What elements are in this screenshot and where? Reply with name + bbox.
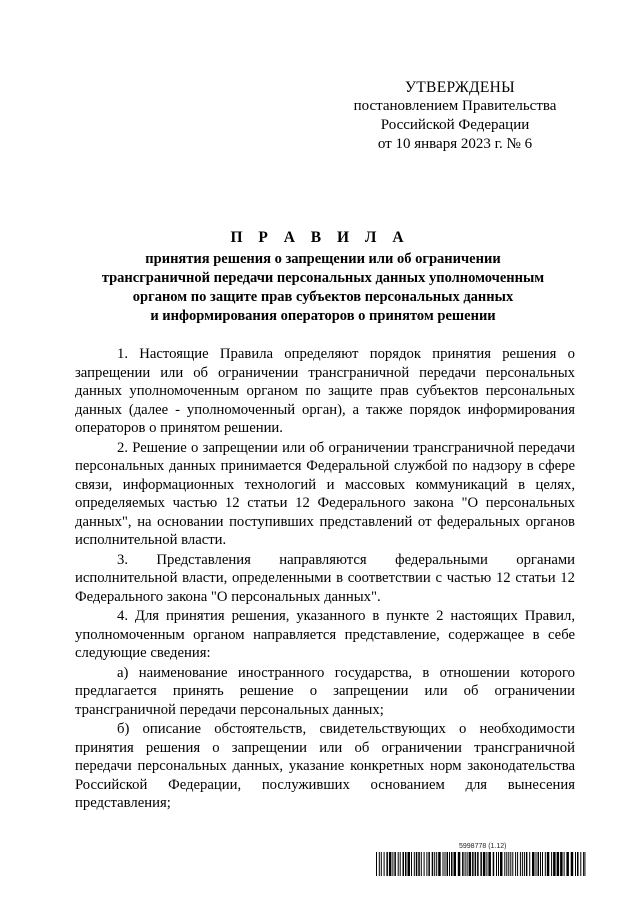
subtitle-line-3: органом по защите прав субъектов персональных данных: [132, 289, 514, 305]
approval-line-3: от 10 января 2023 г. № 6: [377, 136, 533, 152]
document-subtitle: [70, 250, 576, 326]
subtitle-line-4: и информирования операторов о принятом решении: [150, 308, 496, 324]
subtitle-line-1: принятия решения о запрещении или об ограничении: [145, 251, 501, 267]
barcode-icon: [376, 852, 586, 876]
subtitle-line-2: трансграничной передачи персональных данных уполномоченным: [101, 270, 545, 286]
paragraph-3: 3. Представления направляются федеральными органами исполнительной власти, определенными в соответствии с частью 12 статьи 12 Федерального закона "О персональных данных".: [75, 551, 575, 605]
paragraph-2: 2. Решение о запрещении или об ограничении трансграничной передачи персональных данных принимается Федеральной службой по надзору в сфере связи, информационных технологий и массовых коммуникаций в целях, определяемых частью 12 статьи 12 Федерального закона "О персональных данных", на основании поступивших представлений от федеральных органов исполнительной власти.: [75, 439, 575, 548]
approval-line-2: Российской Федерации: [380, 117, 530, 133]
document-title: П Р А В И Л А: [230, 229, 410, 246]
paragraph-1: 1. Настоящие Правила определяют порядок принятия решения о запрещении или об ограничении трансграничной передачи персональных данных уполномоченным органом по защите прав субъектов персональных данных (далее - уполномоченный орган), а также порядок информирования операторов о принятом решении.: [75, 346, 575, 436]
document-code: 5998778 (1.12): [459, 843, 507, 850]
document-body: [75, 345, 575, 813]
approval-block: [330, 78, 580, 154]
approval-heading: УТВЕРЖДЕНЫ: [405, 79, 515, 96]
paragraph-4a: а) наименование иностранного государства, в отношении которого предлагается принять решение о запрещении или об ограничении трансграничной передачи персональных данных;: [75, 664, 575, 718]
paragraph-4b: б) описание обстоятельств, свидетельствующих о необходимости принятия решения о запрещении или об ограничении трансграничной передачи персональных данных, указание конкретных норм законодательства Российской Федерации, послуживших основанием для вынесения представления;: [75, 721, 575, 811]
paragraph-4: 4. Для принятия решения, указанного в пункте 2 настоящих Правил, уполномоченным органом направляется представление, содержащее в себе следующие сведения:: [75, 608, 575, 661]
approval-line-1: постановлением Правительства: [353, 98, 557, 114]
